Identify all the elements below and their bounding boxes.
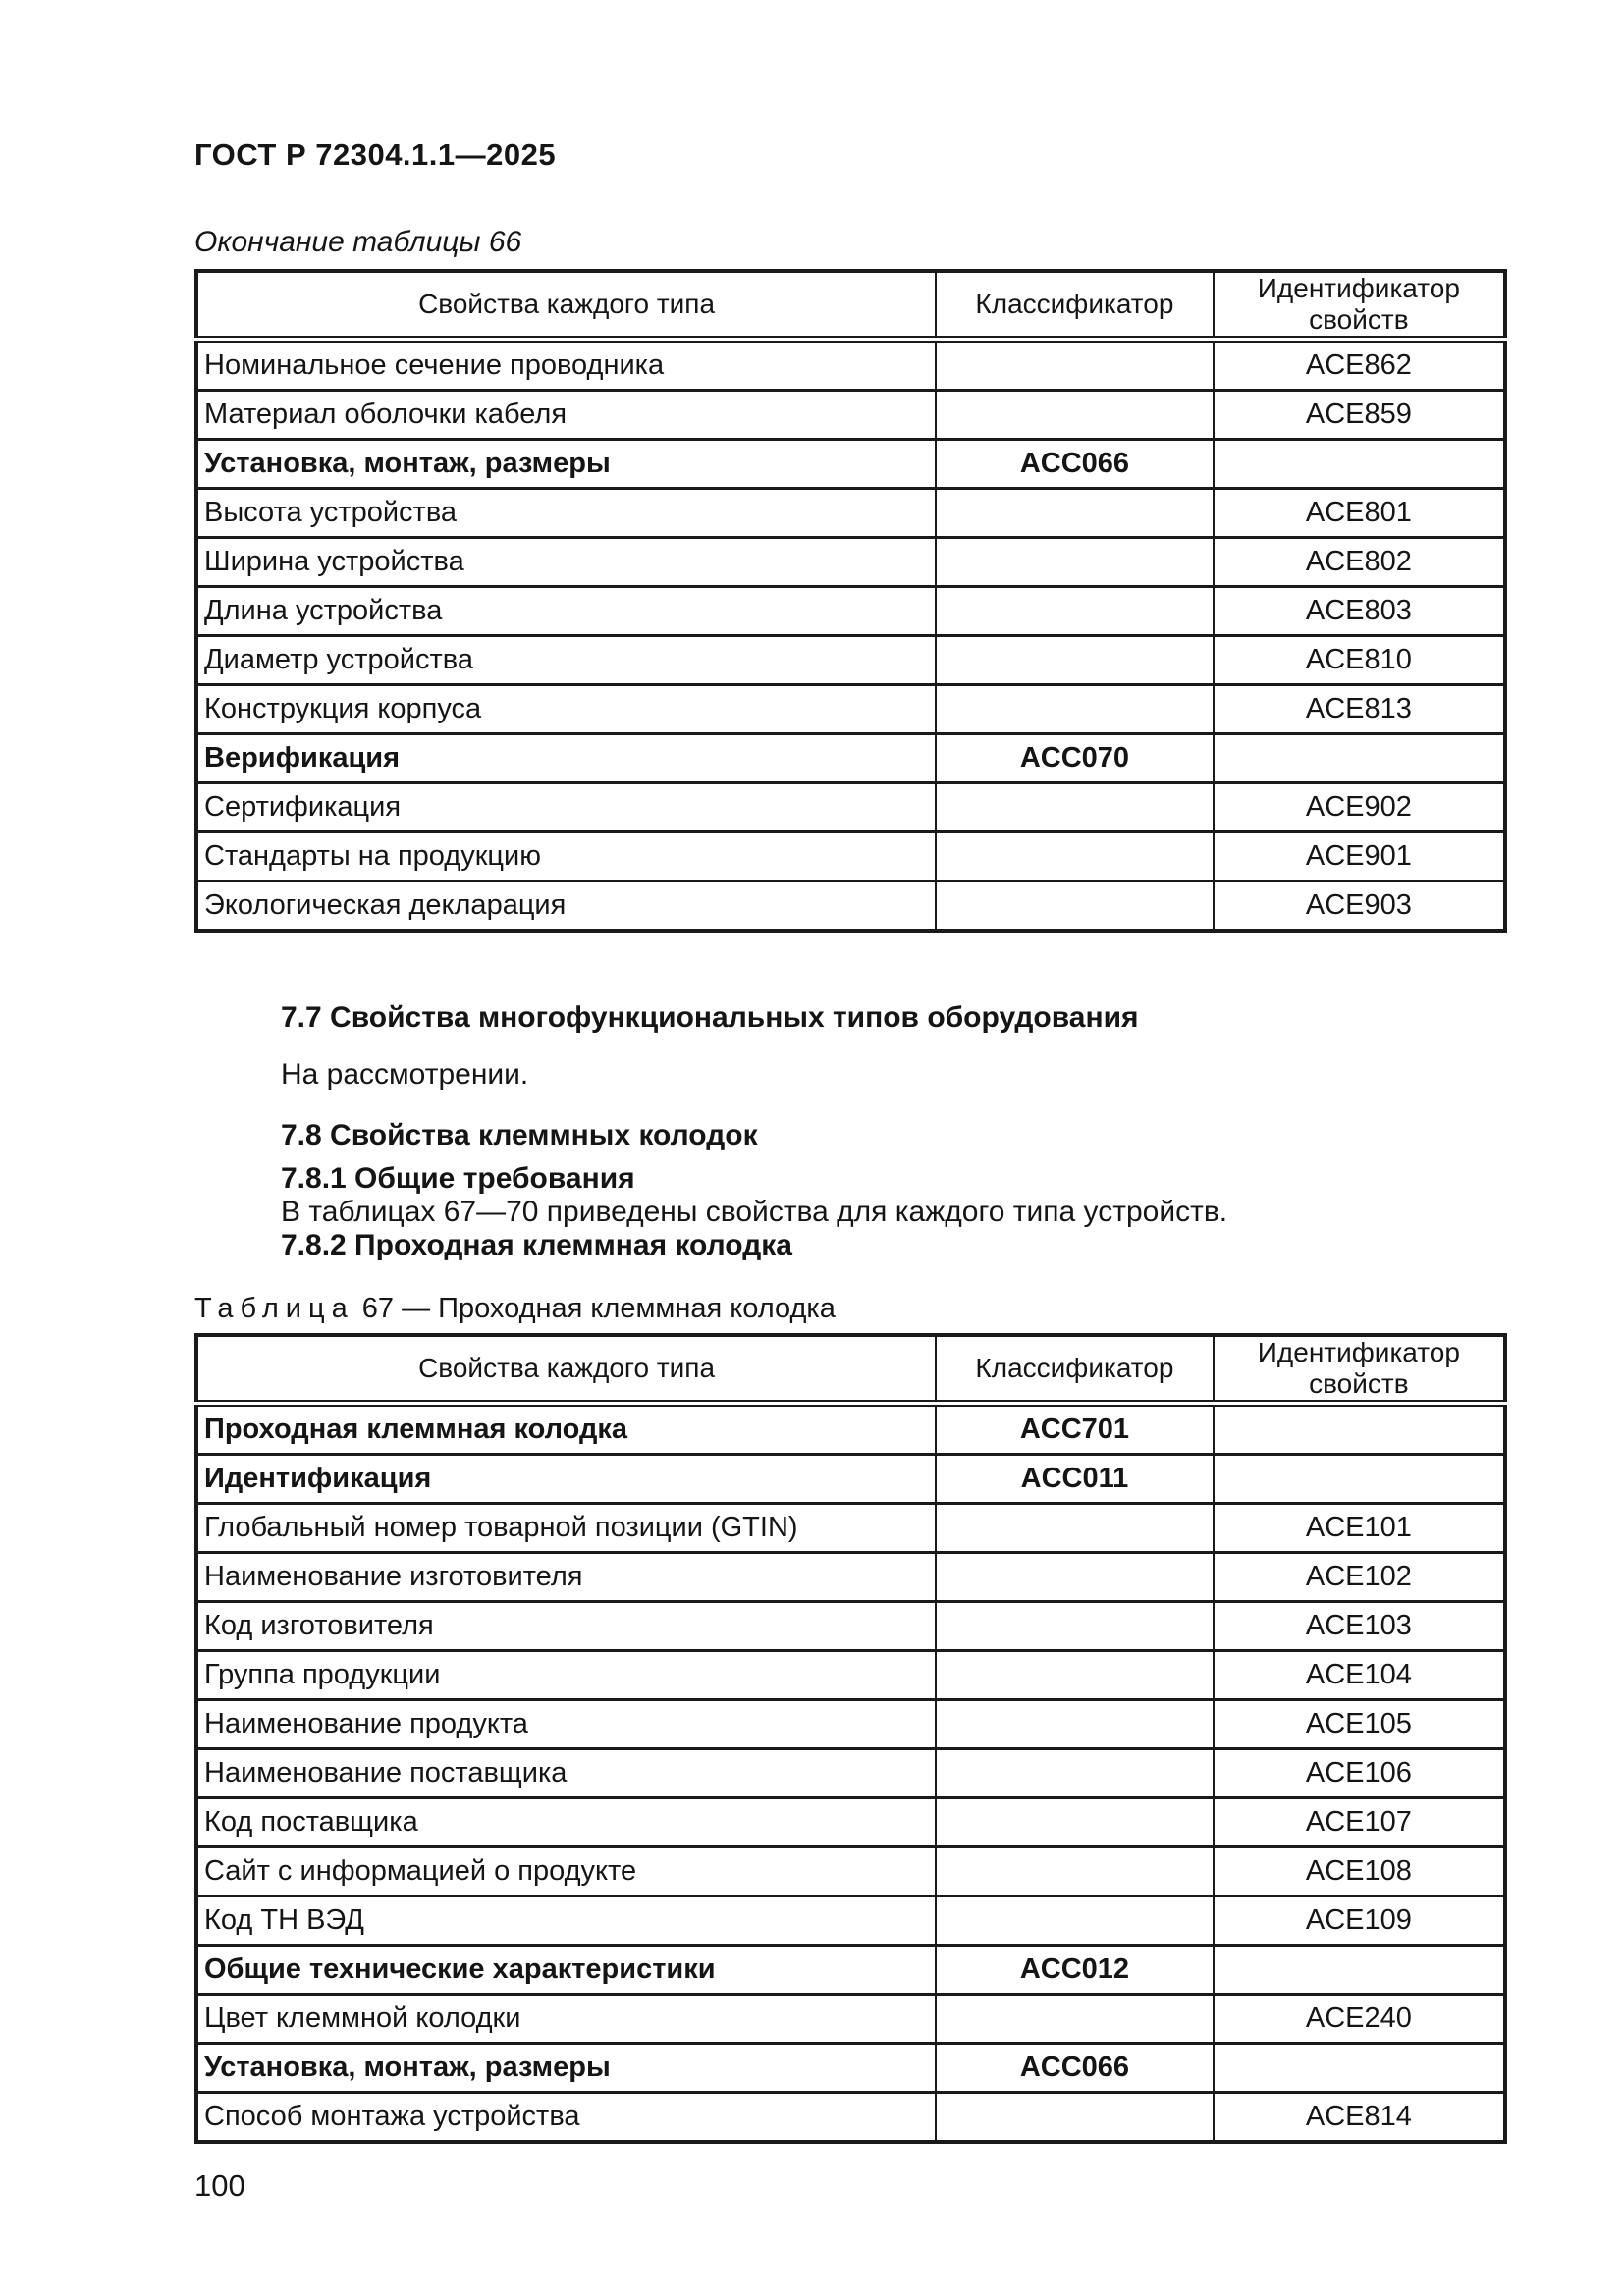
classifier-cell [936, 1995, 1214, 2044]
section-heading: 7.8.2 Проходная клеммная колодка [281, 1229, 792, 1261]
property-cell: Цвет клеммной колодки [196, 1995, 936, 2044]
property-cell: Конструкция корпуса [196, 685, 936, 734]
property-cell: Материал оболочки кабеля [196, 391, 936, 440]
table-row [196, 2044, 1505, 2093]
identifier-cell: ACE902 [1214, 783, 1505, 832]
table-66 [194, 269, 1507, 933]
table-row [196, 1700, 1505, 1749]
property-cell: Наименование изготовителя [196, 1553, 936, 1602]
classifier-cell [936, 1602, 1214, 1651]
sections-block [194, 1001, 1507, 1262]
document-title: ГОСТ Р 72304.1.1—2025 [194, 137, 557, 172]
classifier-cell [936, 1651, 1214, 1700]
property-cell: Диаметр устройства [196, 636, 936, 685]
column-header-identifier: Идентификатор свойств [1214, 271, 1505, 340]
property-cell: Ширина устройства [196, 538, 936, 587]
classifier-cell [936, 1896, 1214, 1946]
table-row [196, 1847, 1505, 1896]
property-cell: Установка, монтаж, размеры [196, 2044, 936, 2093]
property-cell: Сайт с информацией о продукте [196, 1847, 936, 1896]
classifier-cell [936, 1798, 1214, 1847]
column-header-classifier: Классификатор [936, 271, 1214, 340]
column-header-identifier: Идентификатор свойств [1214, 1335, 1505, 1404]
section-paragraph: В таблицах 67—70 приведены свойства для каждого типа устройств. [281, 1196, 1228, 1228]
property-cell: Высота устройства [196, 489, 936, 538]
classifier-cell [936, 832, 1214, 881]
classifier-cell [936, 1749, 1214, 1798]
classifier-cell [936, 489, 1214, 538]
table-header-row [196, 271, 1505, 340]
table-row [196, 1798, 1505, 1847]
identifier-cell [1214, 1404, 1505, 1455]
table-row [196, 587, 1505, 636]
classifier-cell [936, 685, 1214, 734]
identifier-cell: ACE803 [1214, 587, 1505, 636]
identifier-cell: ACE108 [1214, 1847, 1505, 1896]
table67-body [196, 1404, 1505, 2143]
classifier-cell [936, 587, 1214, 636]
property-cell: Стандарты на продукцию [196, 832, 936, 881]
property-cell: Общие технические характеристики [196, 1946, 936, 1995]
identifier-cell: ACE814 [1214, 2093, 1505, 2143]
column-header-classifier: Классификатор [936, 1335, 1214, 1404]
property-cell: Способ монтажа устройства [196, 2093, 936, 2143]
classifier-cell [936, 1700, 1214, 1749]
identifier-cell: ACE801 [1214, 489, 1505, 538]
property-cell: Код изготовителя [196, 1602, 936, 1651]
table-row [196, 1404, 1505, 1455]
property-cell: Идентификация [196, 1455, 936, 1504]
table67-caption-word: Таблица [194, 1293, 354, 1324]
section-heading: 7.8.1 Общие требования [281, 1162, 635, 1195]
property-cell: Установка, монтаж, размеры [196, 440, 936, 489]
classifier-cell [936, 391, 1214, 440]
property-cell: Проходная клеммная колодка [196, 1404, 936, 1455]
identifier-cell [1214, 734, 1505, 783]
identifier-cell: ACE859 [1214, 391, 1505, 440]
table-row [196, 1651, 1505, 1700]
property-cell: Наименование поставщика [196, 1749, 936, 1798]
table-row [196, 2093, 1505, 2143]
table67-caption [194, 1292, 1507, 1325]
identifier-cell [1214, 440, 1505, 489]
table-row [196, 1602, 1505, 1651]
table-row [196, 881, 1505, 932]
identifier-cell: ACE106 [1214, 1749, 1505, 1798]
property-cell: Глобальный номер товарной позиции (GTIN) [196, 1504, 936, 1553]
section-paragraph: На рассмотрении. [281, 1058, 529, 1091]
property-cell: Длина устройства [196, 587, 936, 636]
table-67 [194, 1333, 1507, 2144]
identifier-cell: ACE802 [1214, 538, 1505, 587]
table-row [196, 1553, 1505, 1602]
table66-body [196, 340, 1505, 932]
table-row [196, 1504, 1505, 1553]
identifier-cell [1214, 2044, 1505, 2093]
table-row [196, 489, 1505, 538]
identifier-cell: ACE107 [1214, 1798, 1505, 1847]
table66-continuation-label: Окончание таблицы 66 [194, 226, 522, 258]
identifier-cell: ACE104 [1214, 1651, 1505, 1700]
table-row [196, 1749, 1505, 1798]
identifier-cell: ACE101 [1214, 1504, 1505, 1553]
classifier-cell: ACC066 [936, 2044, 1214, 2093]
classifier-cell [936, 2093, 1214, 2143]
table-row [196, 440, 1505, 489]
table-row [196, 1946, 1505, 1995]
column-header-property: Свойства каждого типа [196, 271, 936, 340]
table-row [196, 783, 1505, 832]
table-row [196, 685, 1505, 734]
identifier-cell: ACE903 [1214, 881, 1505, 932]
property-cell: Экологическая декларация [196, 881, 936, 932]
identifier-cell: ACE102 [1214, 1553, 1505, 1602]
identifier-cell: ACE240 [1214, 1995, 1505, 2044]
classifier-cell [936, 340, 1214, 391]
table-row [196, 538, 1505, 587]
section-heading: 7.7 Свойства многофункциональных типов оборудования [281, 1001, 1139, 1034]
identifier-cell [1214, 1455, 1505, 1504]
table-row [196, 636, 1505, 685]
table-header-row [196, 1335, 1505, 1404]
classifier-cell: ACC701 [936, 1404, 1214, 1455]
table-row [196, 734, 1505, 783]
classifier-cell: ACC070 [936, 734, 1214, 783]
property-cell: Группа продукции [196, 1651, 936, 1700]
property-cell: Код поставщика [196, 1798, 936, 1847]
identifier-cell: ACE813 [1214, 685, 1505, 734]
classifier-cell [936, 538, 1214, 587]
table-row [196, 1995, 1505, 2044]
classifier-cell [936, 1553, 1214, 1602]
property-cell: Код ТН ВЭД [196, 1896, 936, 1946]
classifier-cell [936, 636, 1214, 685]
table-row [196, 1896, 1505, 1946]
identifier-cell: ACE862 [1214, 340, 1505, 391]
property-cell: Наименование продукта [196, 1700, 936, 1749]
property-cell: Сертификация [196, 783, 936, 832]
table-row [196, 340, 1505, 391]
identifier-cell: ACE103 [1214, 1602, 1505, 1651]
classifier-cell [936, 881, 1214, 932]
identifier-cell: ACE901 [1214, 832, 1505, 881]
classifier-cell: ACC011 [936, 1455, 1214, 1504]
classifier-cell: ACC066 [936, 440, 1214, 489]
identifier-cell [1214, 1946, 1505, 1995]
section-heading: 7.8 Свойства клеммных колодок [281, 1119, 758, 1151]
property-cell: Номинальное сечение проводника [196, 340, 936, 391]
classifier-cell [936, 783, 1214, 832]
classifier-cell [936, 1847, 1214, 1896]
column-header-property: Свойства каждого типа [196, 1335, 936, 1404]
identifier-cell: ACE109 [1214, 1896, 1505, 1946]
table-row [196, 1455, 1505, 1504]
identifier-cell: ACE810 [1214, 636, 1505, 685]
table-row [196, 391, 1505, 440]
property-cell: Верификация [196, 734, 936, 783]
table67-caption-text: 67 — Проходная клеммная колодка [361, 1293, 836, 1324]
table-row [196, 832, 1505, 881]
classifier-cell: ACC012 [936, 1946, 1214, 1995]
identifier-cell: ACE105 [1214, 1700, 1505, 1749]
classifier-cell [936, 1504, 1214, 1553]
page-number: 100 [194, 2168, 245, 2203]
